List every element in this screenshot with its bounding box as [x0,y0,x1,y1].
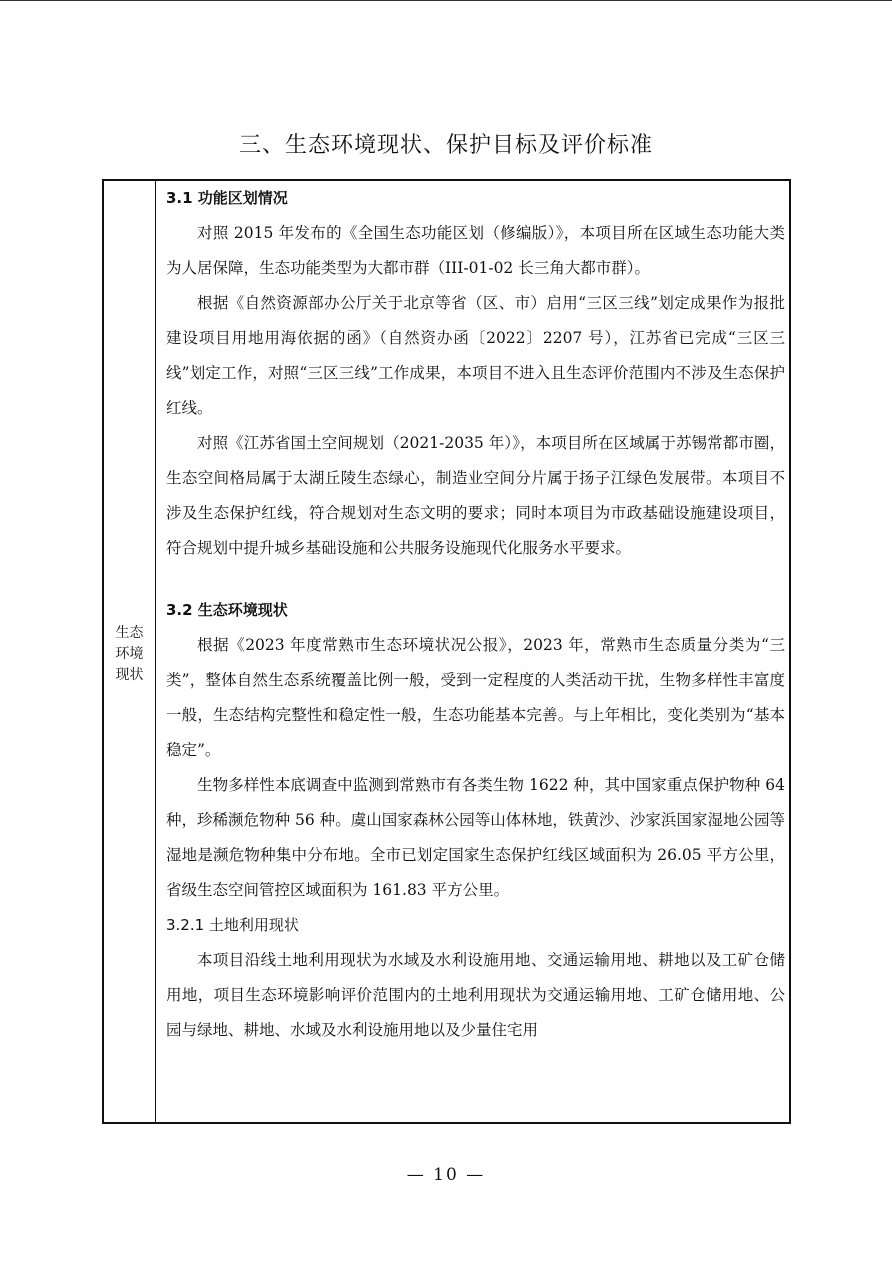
page-number: — 10 — [406,1165,486,1185]
section-heading-3-2: 3.2 生态环境现状 [166,601,288,619]
paragraph: 本项目沿线土地利用现状为水域及水利设施用地、交通运输用地、耕地以及工矿仓储用地，项目生态环境影响评价范围内的土地利用现状为交通运输用地、工矿仓储用地、公园与绿地、耕地、水域及水利设施用地以及少量住宅用 [166,951,785,1039]
paragraph: 对照 2015 年发布的《全国生态功能区划（修编版）》，本项目所在区域生态功能大类为人居保障，生态功能类型为大都市群（III-01-02 长三角大都市群）。 [166,224,785,277]
top-border-line [0,0,892,1]
page-title: 三、生态环境现状、保护目标及评价标准 [238,133,653,158]
section-heading-3-1: 3.1 功能区划情况 [166,189,288,207]
row-label-cell [104,181,156,1122]
row-label-line: 现状 [115,667,144,683]
section-spacer [166,566,785,593]
paragraph: 根据《自然资源部办公厅关于北京等省（区、市）启用“三区三线”划定成果作为报批建设项目用地用海依据的函》（自然资办函〔2022〕2207 号），江苏省已完成“三区三线”划定工作，对照“三区三线”工作成果，本项目不进入且生态评价范围内不涉及生态保护红线。 [166,294,785,417]
subsection-heading-3-2-1: 3.2.1 土地利用现状 [166,916,299,934]
paragraph: 生物多样性本底调查中监测到常熟市有各类生物 1622 种，其中国家重点保护物种 64 种，珍稀濒危物种 56 种。虞山国家森林公园等山体林地，铁黄沙、沙家浜国家湿地公园等湿地是濒危物种集中分布地。全市已划定国家生态保护红线区域面积为 26.05 平方公里，省级生态空间管控区域面积为 161.83 平方公里。 [166,776,785,899]
row-label [104,623,155,686]
content-table [102,179,791,1124]
row-label-line: 环境 [115,646,144,662]
paragraph: 对照《江苏省国土空间规划（2021-2035 年）》，本项目所在区域属于苏锡常都市圈，生态空间格局属于太湖丘陵生态绿心，制造业空间分片属于扬子江绿色发展带。本项目不涉及生态保护红线，符合规划对生态文明的要求；同时本项目为市政基础设施建设项目，符合规划中提升城乡基础设施和公共服务设施现代化服务水平要求。 [166,434,785,557]
content-cell [166,181,785,1122]
paragraph: 根据《2023 年度常熟市生态环境状况公报》，2023 年，常熟市生态质量分类为“三类”，整体自然生态系统覆盖比例一般，受到一定程度的人类活动干扰，生物多样性丰富度一般，生态结构完整性和稳定性一般，生态功能基本完善。与上年相比，变化类别为“基本稳定”。 [166,636,785,759]
row-label-line: 生态 [115,625,144,641]
